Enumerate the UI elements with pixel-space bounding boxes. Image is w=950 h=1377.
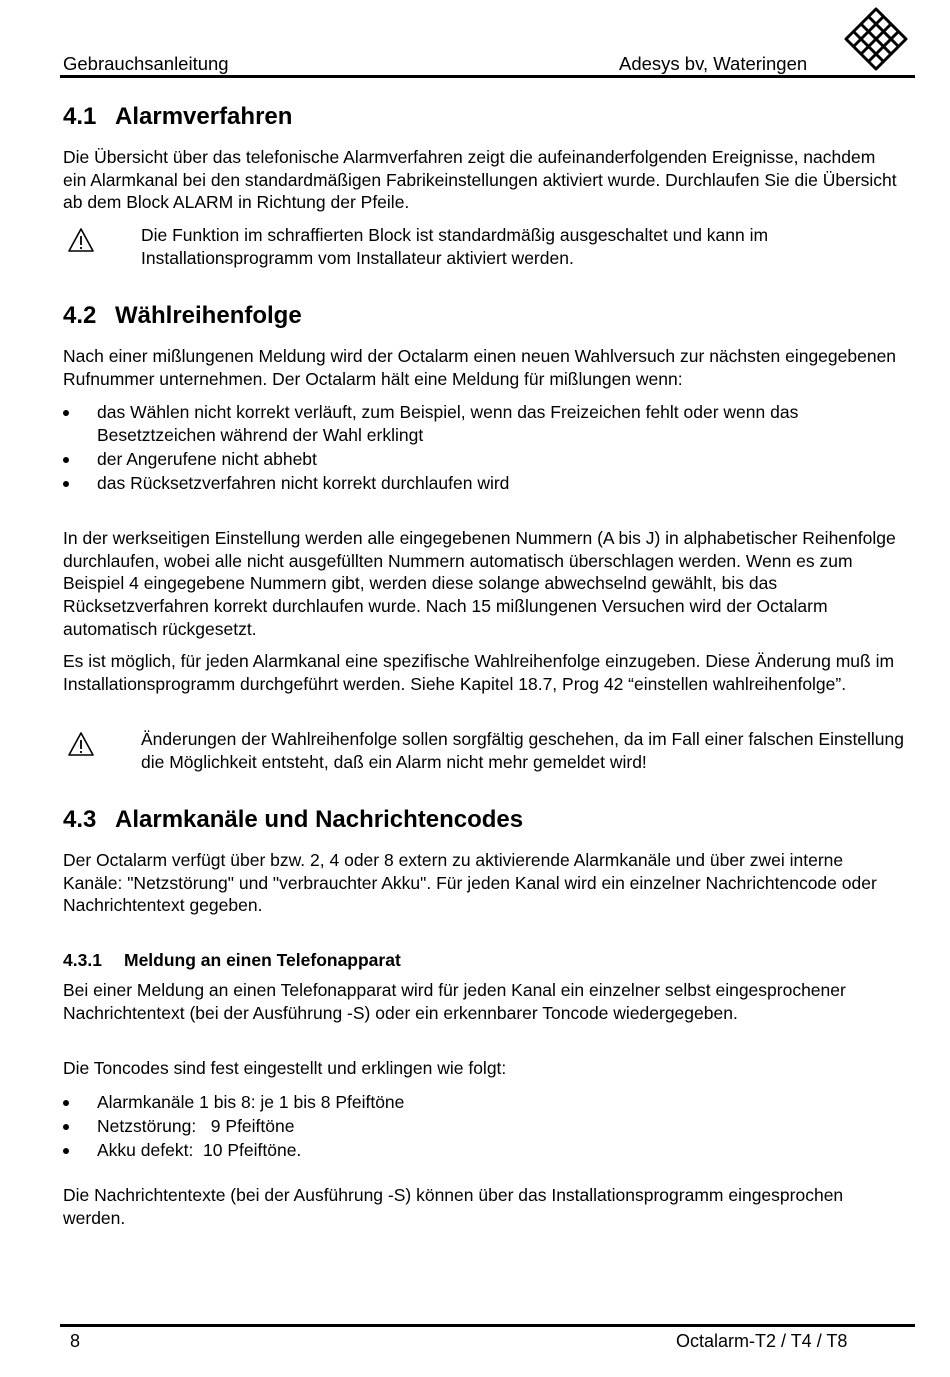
paragraph: Bei einer Meldung an einen Telefonapparat wird für jeden Kanal ein einzelner selbst eingesprochener Nachrichtentext (bei der Ausführung -S) oder ein erkennbarer Toncode wiedergegeben. bbox=[63, 980, 846, 1023]
failure-conditions-list bbox=[63, 401, 903, 496]
paragraph: Nach einer mißlungenen Meldung wird der Octalarm einen neuen Wahlversuch zur nächsten eingegebenen Rufnummer unternehmen. Der Octalarm hält eine Meldung für mißlungen wenn: bbox=[63, 346, 897, 389]
subsection-title: Meldung an einen Telefonapparat bbox=[124, 950, 401, 970]
list-item bbox=[63, 472, 903, 495]
bullet-icon bbox=[63, 457, 69, 463]
section-heading-4-1 bbox=[63, 103, 292, 131]
warning-triangle-icon bbox=[67, 227, 95, 253]
warning-note: Änderungen der Wahlreihenfolge sollen sorgfältig geschehen, da im Fall einer falschen Einstellung die Möglichkeit entsteht, daß ein Alarm nicht mehr gemeldet wird! bbox=[141, 729, 905, 772]
list-item-text: Netzstörung: 9 Pfeiftöne bbox=[97, 1116, 295, 1137]
subsection-number: 4.3.1 bbox=[63, 950, 102, 970]
bullet-icon bbox=[63, 481, 69, 487]
paragraph: In der werkseitigen Einstellung werden alle eingegebenen Nummern (A bis J) in alphabetischer Reihenfolge durchlaufen, wobei alle nicht ausgefüllten Nummern automatisch überschlagen werden. Wenn es zum Beispiel 4 eingegebene Nummern gibt, werden diese solange abwechselnd gewählt, bis das Rücksetzverfahren korrekt durchlaufen wurde. Nach 15 mißlungenen Versuchen wird der Octalarm automatisch rückgesetzt. bbox=[63, 528, 896, 639]
paragraph: Die Nachrichtentexte (bei der Ausführung -S) können über das Installationsprogramm eingesprochen werden. bbox=[63, 1185, 844, 1228]
section-heading-4-3 bbox=[63, 806, 523, 834]
list-item-text: Akku defekt: 10 Pfeiftöne. bbox=[97, 1140, 302, 1161]
list-item-text: Alarmkanäle 1 bis 8: je 1 bis 8 Pfeiftöne bbox=[97, 1092, 405, 1112]
header-doc-title: Gebrauchsanleitung bbox=[63, 53, 229, 74]
section-number: 4.3 bbox=[63, 806, 97, 833]
bullet-icon bbox=[63, 1148, 69, 1154]
bullet-icon bbox=[63, 1124, 69, 1130]
paragraph: Der Octalarm verfügt über bzw. 2, 4 oder 8 extern zu aktivierende Alarmkanäle und über zwei interne Kanäle: "Netzstörung" und "verbrauchter Akku". Für jeden Kanal wird ein einzelner Nachrichtencode oder Nachrichtentext gegeben. bbox=[63, 850, 877, 916]
warning-triangle-icon bbox=[67, 731, 95, 757]
list-item bbox=[63, 1091, 903, 1114]
list-item-text: der Angerufene nicht abhebt bbox=[97, 448, 317, 469]
bullet-icon bbox=[63, 1100, 69, 1106]
list-item bbox=[63, 1139, 903, 1162]
paragraph: Die Toncodes sind fest eingestellt und erklingen wie folgt: bbox=[63, 1058, 507, 1078]
list-item-text: das Wählen nicht korrekt verläuft, zum Beispiel, wenn das Freizeichen fehlt oder wenn das Besetztzeichen während der Wahl erklingt bbox=[97, 402, 799, 445]
paragraph: Die Übersicht über das telefonische Alarmverfahren zeigt die aufeinanderfolgenden Ereignisse, nachdem ein Alarmkanal bei den standardmäßigen Fabrikeinstellungen aktiviert wurde. Durchlaufen Sie die Übersicht ab dem Block ALARM in Richtung der Pfeile. bbox=[63, 147, 897, 213]
subsection-heading-4-3-1 bbox=[63, 950, 401, 971]
tone-codes-list bbox=[63, 1091, 903, 1164]
list-item bbox=[63, 448, 903, 471]
header-company: Adesys bv, Wateringen bbox=[619, 53, 808, 74]
list-item-text: das Rücksetzverfahren nicht korrekt durchlaufen wird bbox=[97, 473, 510, 494]
list-item bbox=[63, 401, 903, 446]
list-item bbox=[63, 1115, 903, 1138]
section-title: Wählreihenfolge bbox=[115, 302, 302, 329]
section-number: 4.1 bbox=[63, 103, 97, 130]
bullet-icon bbox=[63, 410, 69, 416]
page-number: 8 bbox=[70, 1331, 81, 1351]
adesys-logo-icon bbox=[843, 6, 909, 72]
section-title: Alarmkanäle und Nachrichtencodes bbox=[115, 806, 524, 833]
section-number: 4.2 bbox=[63, 302, 97, 329]
footer-rule bbox=[60, 1324, 915, 1327]
warning-note: Die Funktion im schraffierten Block ist standardmäßig ausgeschaltet und kann im Installationsprogramm vom Installateur aktiviert werden. bbox=[141, 225, 769, 268]
footer-product: Octalarm-T2 / T4 / T8 bbox=[676, 1331, 848, 1351]
section-title: Alarmverfahren bbox=[115, 103, 293, 130]
paragraph: Es ist möglich, für jeden Alarmkanal eine spezifische Wahlreihenfolge einzugeben. Diese Änderung muß im Installationsprogramm durchgeführt werden. Siehe Kapitel 18.7, Prog 42 “einstellen wahlreihenfolge”. bbox=[63, 651, 895, 694]
header-rule bbox=[60, 75, 915, 78]
section-heading-4-2 bbox=[63, 302, 302, 330]
